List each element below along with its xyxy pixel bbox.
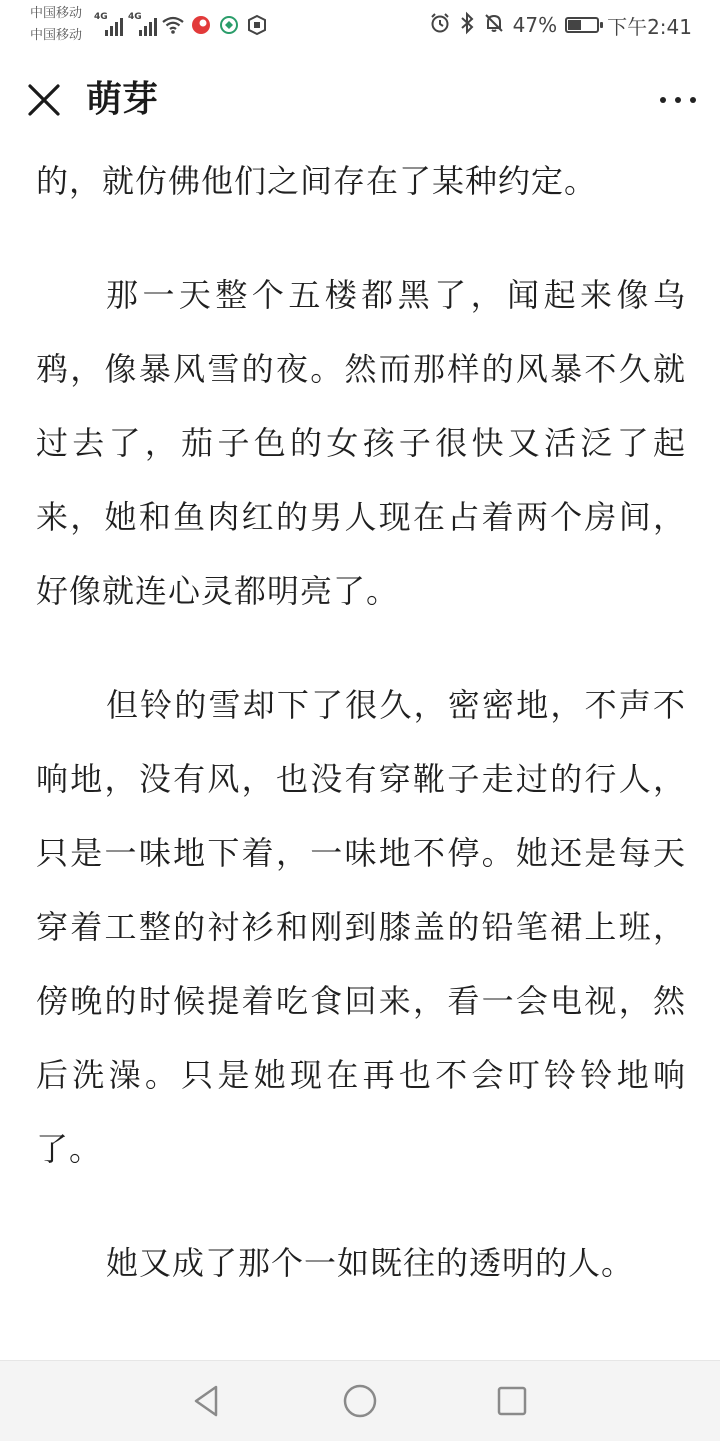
more-icon	[660, 97, 666, 103]
article-paragraph: 但铃的雪却下了很久，密密地，不声不响地，没有风，也没有穿靴子走过的行人，只是一味地下着，一味地不停。她还是每天穿着工整的衬衫和刚到膝盖的铅笔裙上班，傍晚的时候提着吃食回来，看一会电视，然后洗澡。只是她现在再也不会叮铃铃地响了。	[36, 686, 686, 1168]
battery-percent: 47%	[512, 13, 558, 37]
app-bar	[0, 50, 720, 150]
more-icon	[675, 97, 681, 103]
app-notification-icon	[218, 14, 240, 36]
close-icon	[22, 78, 66, 122]
close-button[interactable]	[22, 78, 66, 122]
bluetooth-icon	[459, 12, 475, 39]
more-icon	[690, 97, 696, 103]
recent-apps-button[interactable]	[492, 1381, 532, 1421]
signal-icon	[94, 14, 122, 36]
back-icon	[186, 1381, 226, 1421]
page-title: 萌芽	[86, 79, 159, 120]
signal-icon	[128, 14, 156, 36]
mute-icon	[483, 12, 505, 39]
home-icon	[340, 1381, 380, 1421]
home-button[interactable]	[340, 1381, 380, 1421]
app-notification-icon	[190, 14, 212, 36]
network-type-label: 4G	[94, 12, 108, 22]
status-icons-right	[429, 8, 692, 42]
clock: 下午2:41	[607, 14, 692, 39]
more-button[interactable]	[658, 80, 698, 120]
system-navigation-bar	[0, 1360, 720, 1441]
article-paragraph: 她又成了那个一如既往的透明的人。	[106, 1244, 635, 1282]
carrier-label-2: 中国移动	[30, 28, 83, 43]
article-paragraph: 那一天整个五楼都黑了，闻起来像乌鸦，像暴风雪的夜。然而那样的风暴不久就过去了，茄子色的女孩子很快又活泛了起来，她和鱼肉红的男人现在占着两个房间，好像就连心灵都明亮了。	[36, 276, 686, 610]
alarm-icon	[429, 12, 451, 39]
wifi-icon	[162, 14, 184, 36]
network-type-label: 4G	[128, 12, 142, 22]
status-icons-left	[94, 10, 268, 40]
battery-icon	[565, 17, 599, 33]
article-paragraph: 的，就仿佛他们之间存在了某种约定。	[36, 162, 598, 200]
article-scroll-area[interactable]	[0, 150, 720, 1360]
back-button[interactable]	[186, 1381, 226, 1421]
carrier-label-1: 中国移动	[30, 6, 83, 21]
recent-apps-icon	[492, 1381, 532, 1421]
article-body	[36, 150, 686, 1454]
app-notification-icon	[246, 14, 268, 36]
status-bar	[0, 0, 720, 50]
